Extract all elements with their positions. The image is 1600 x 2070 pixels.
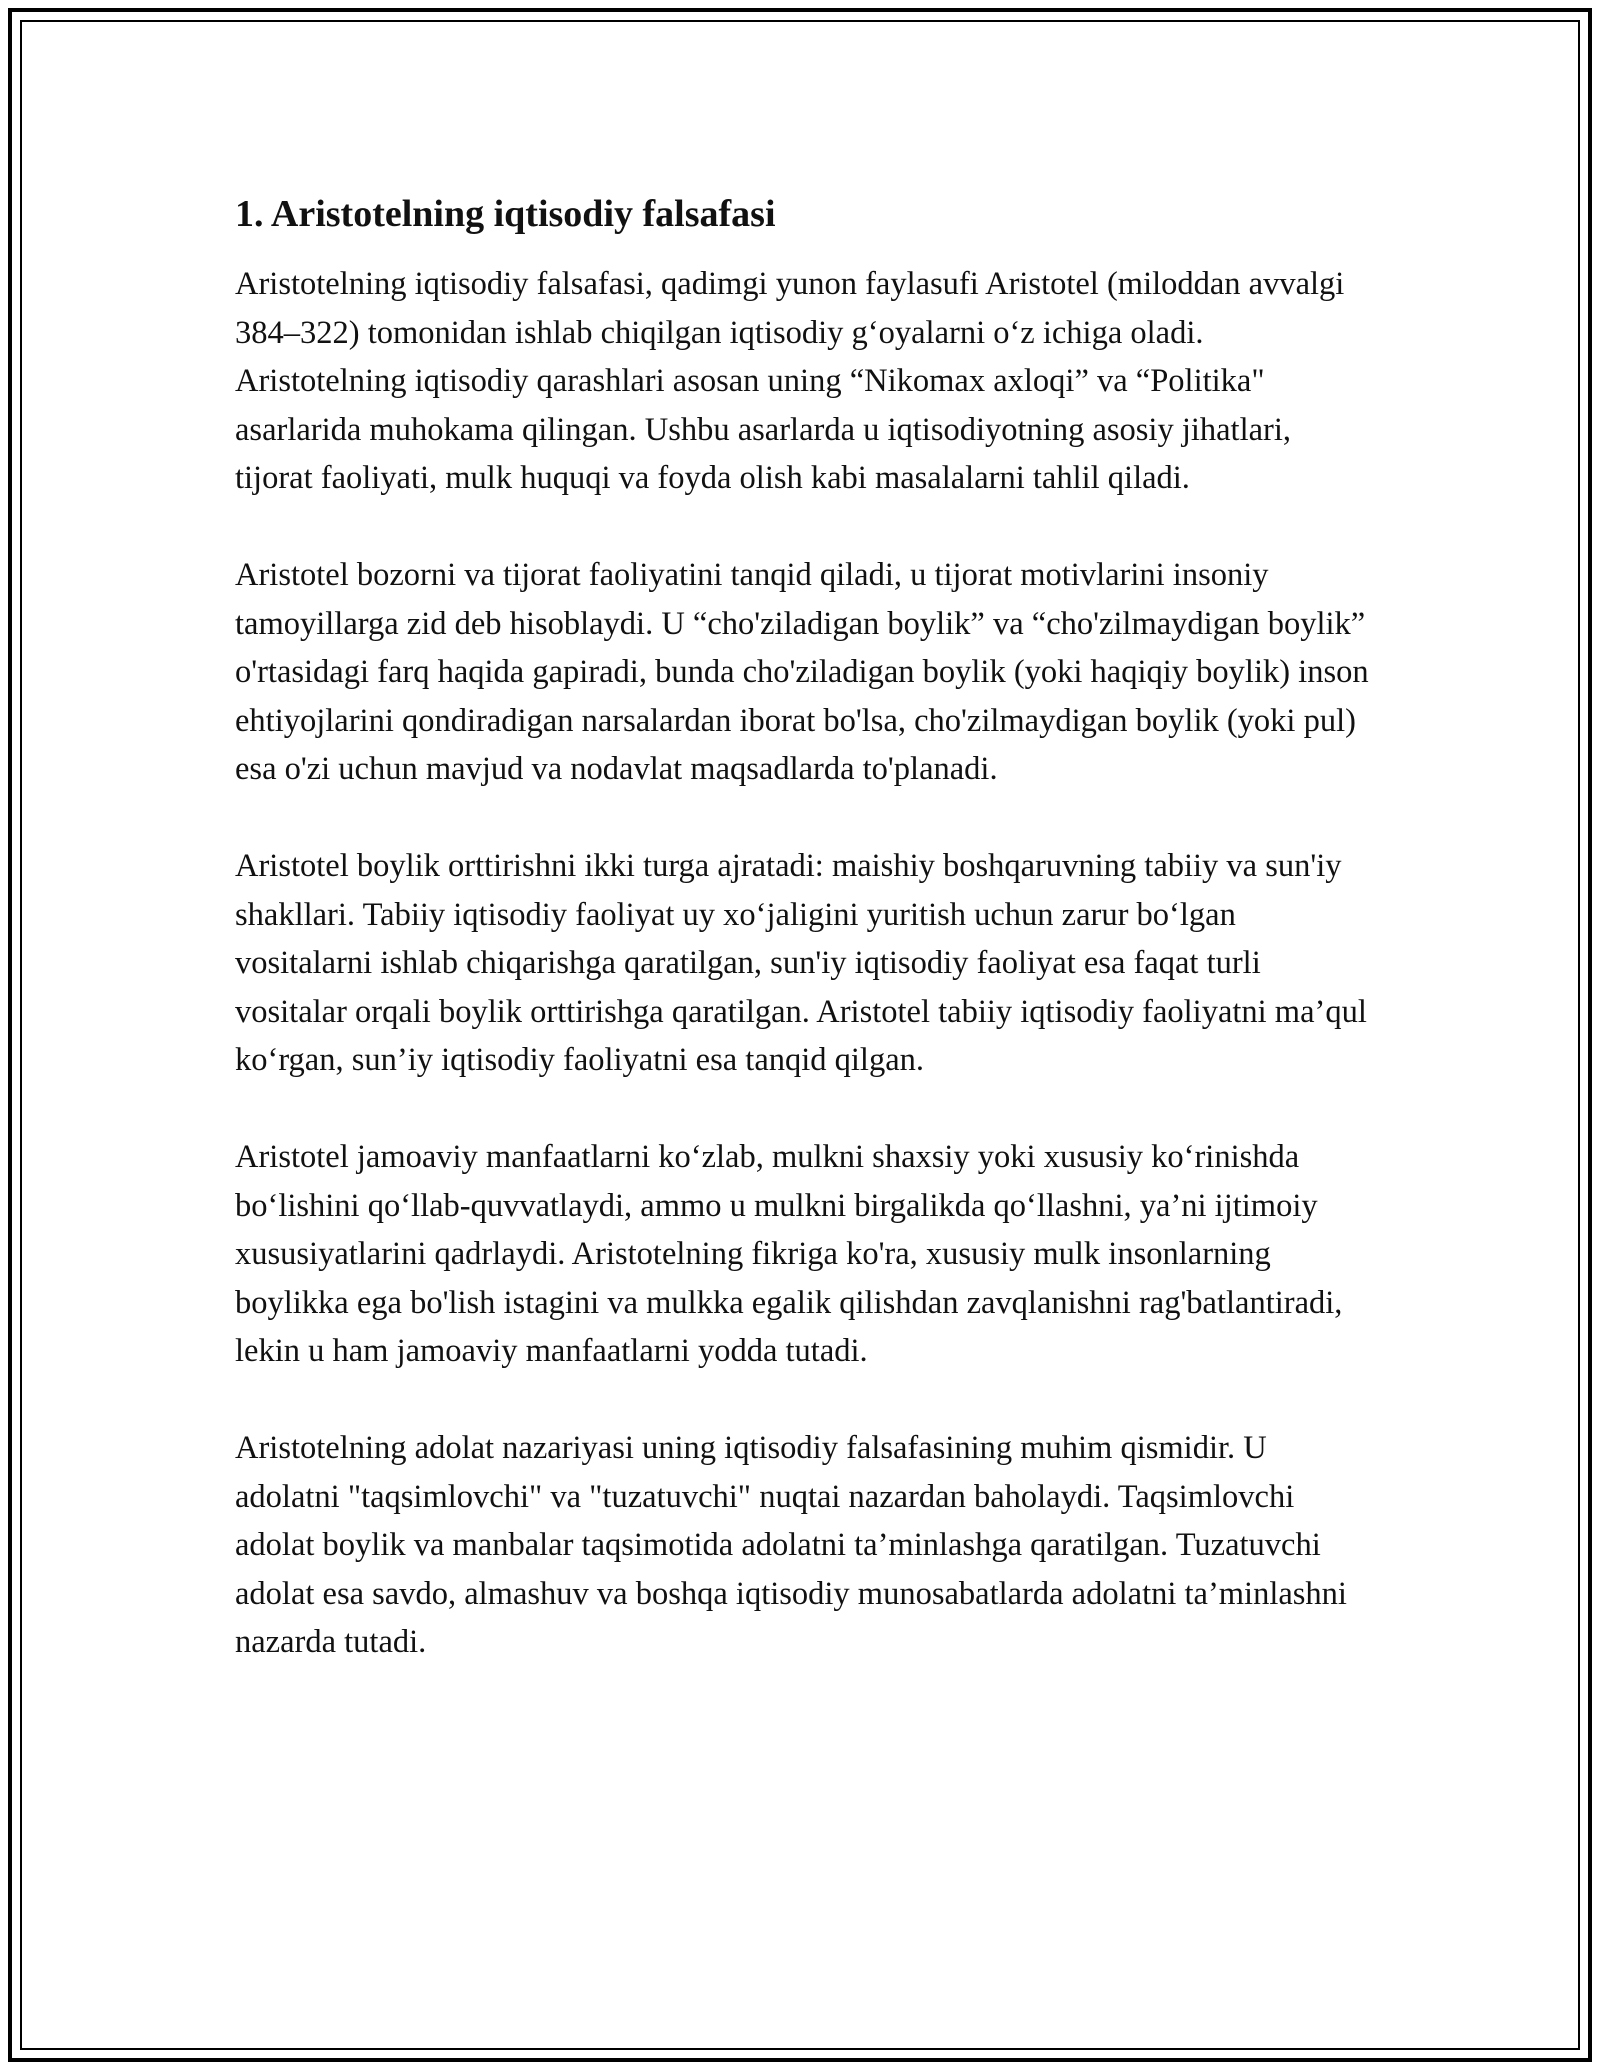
- paragraph-2: Aristotel bozorni va tijorat faoliyatini tanqid qiladi, u tijorat motivlarini insoniy tamoyillarga zid deb hisoblaydi. U “cho'ziladigan boylik” va “cho'zilmaydigan boylik” o'rtasidagi farq haqida gapiradi, bunda cho'ziladigan boylik (yoki haqiqiy boylik) inson ehtiyojlarini qondiradigan narsalardan iborat bo'lsa, cho'zilmaydigan boylik (yoki pul) esa o'zi uchun mavjud va nodavlat maqsadlarda to'planadi.: [235, 557, 1369, 787]
- paragraph-3: Aristotel boylik orttirishni ikki turga ajratadi: maishiy boshqaruvning tabiiy va sun'iy shakllari. Tabiiy iqtisodiy faoliyat uy xo‘jaligini yuritish uchun zarur bo‘lgan vositalarni ishlab chiqarishga qaratilgan, sun'iy iqtisodiy faoliyat esa faqat turli vositalar orqali boylik orttirishga qaratilgan. Aristotel tabiiy iqtisodiy faoliyatni ma’qul ko‘rgan, sun’iy iqtisodiy faoliyatni esa tanqid qilgan.: [235, 848, 1367, 1078]
- paragraph-4: Aristotel jamoaviy manfaatlarni ko‘zlab, mulkni shaxsiy yoki xususiy ko‘rinishda bo‘lishini qo‘llab-quvvatlaydi, ammo u mulkni birgalikda qo‘llashni, ya’ni ijtimoiy xususiyatlarini qadrlaydi. Aristotelning fikriga ko'ra, xususiy mulk insonlarning boylikka ega bo'lish istagini va mulkka egalik qilishdan zavqlanishni rag'batlantiradi, lekin u ham jamoaviy manfaatlarni yodda tutadi.: [235, 1139, 1343, 1369]
- section-heading: 1. Aristotelning iqtisodiy falsafasi: [235, 193, 776, 235]
- paragraph-1: Aristotelning iqtisodiy falsafasi, qadimgi yunon faylasufi Aristotel (miloddan avvalgi 384–322) tomonidan ishlab chiqilgan iqtisodiy g‘oyalarni o‘z ichiga oladi. Aristotelning iqtisodiy qarashlari asosan uning “Nikomax axloqi” va “Politika" asarlarida muhokama qilingan. Ushbu asarlarda u iqtisodiyotning asosiy jihatlari, tijorat faoliyati, mulk huquqi va foyda olish kabi masalalarni tahlil qiladi.: [235, 266, 1345, 496]
- document-body: [235, 190, 1375, 1715]
- paragraph-5: Aristotelning adolat nazariyasi uning iqtisodiy falsafasining muhim qismidir. U adolatni "taqsimlovchi" va "tuzatuvchi" nuqtai nazardan baholaydi. Taqsimlovchi adolat boylik va manbalar taqsimotida adolatni ta’minlashga qaratilgan. Tuzatuvchi adolat esa savdo, almashuv va boshqa iqtisodiy munosabatlarda adolatni ta’minlashni nazarda tutadi.: [235, 1430, 1347, 1660]
